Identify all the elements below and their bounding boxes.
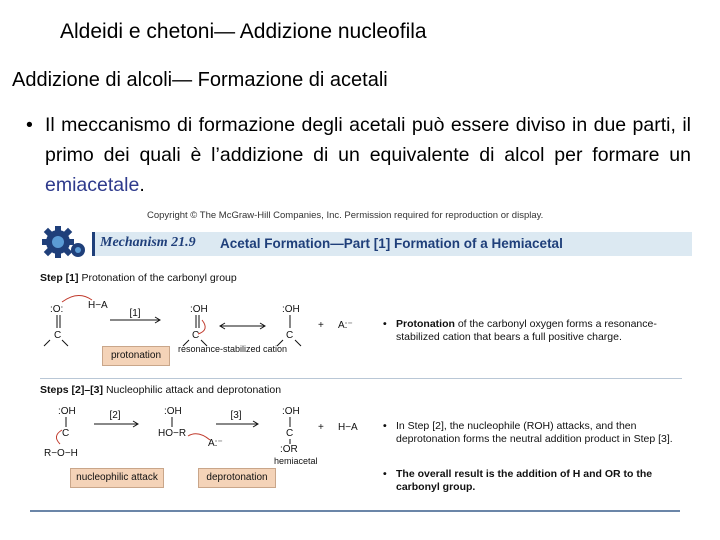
steps23-note2-text: The overall result is the addition of H and OR to the carbonyl group. — [396, 468, 653, 493]
bullet-end: . — [139, 174, 145, 196]
step1-oxonium-1: :OH — [190, 304, 208, 315]
steps23-label-bold: Steps [2]–[3] — [40, 384, 104, 396]
steps23-or-right: :OR — [280, 444, 298, 455]
mechanism-label: Mechanism 21.9 — [100, 235, 196, 250]
step1-tag-protonation: protonation — [102, 346, 170, 366]
step1-oxygen-left: :O: — [50, 304, 64, 315]
mechanism-title: Acetal Formation—Part [1] Formation of a Hemiacetal — [220, 236, 563, 251]
steps23-oh-left: :OH — [58, 406, 76, 417]
step1-mechanism-diagram — [40, 290, 370, 370]
steps23-plus: + — [318, 422, 324, 433]
step1-note-bold: Protonation — [396, 318, 455, 330]
steps23-note-2 — [383, 468, 683, 494]
step1-anion: A:⁻ — [338, 320, 353, 331]
steps23-hemiacetal-label: hemiacetal — [274, 456, 318, 466]
steps23-note1-bullet: • — [383, 420, 387, 432]
steps23-tag-deprotonation: deprotonation — [198, 468, 276, 488]
step-divider — [40, 378, 682, 379]
bullet-text-before: Il meccanismo di formazione degli acetali può essere diviso in due parti, il primo dei quali è l’addizione di un equivalente di alcol per formare un — [45, 114, 691, 166]
bullet-text — [26, 110, 691, 200]
steps23-oh-right: :OH — [282, 406, 300, 417]
steps23-label-text: Nucleophilic attack and deprotonation — [105, 384, 282, 396]
bullet-dot: • — [26, 114, 33, 136]
step1-reagent: H−A — [88, 300, 108, 311]
steps23-or-mid: HO−R — [158, 428, 187, 439]
step1-carbon-right: C — [286, 330, 294, 341]
steps23-note2-bullet: • — [383, 468, 387, 480]
step1-carbon-left: C — [54, 330, 62, 341]
steps23-note1-text: In Step [2], the nucleophile (ROH) attacks, and then deprotonation forms the neutral addition product in Step [3]. — [396, 420, 673, 445]
step1-carbon-mid: C — [192, 330, 200, 341]
step1-label — [40, 272, 237, 284]
bottom-rule — [30, 510, 680, 512]
step1-resonance-caption: resonance-stabilized cation — [178, 344, 288, 354]
steps23-tag-attack: nucleophilic attack — [70, 468, 164, 488]
step1-note — [383, 318, 673, 344]
steps23-carbon-left: C — [62, 428, 70, 439]
steps23-nucleophile: R−O−H — [44, 448, 78, 459]
mechanism-bar — [92, 232, 692, 256]
steps23-arrow3-label: [3] — [230, 410, 242, 421]
step1-oxonium-2: :OH — [282, 304, 300, 315]
steps23-note-1 — [383, 420, 683, 446]
step1-note-text — [383, 318, 673, 344]
step1-arrow-label: [1] — [129, 308, 141, 319]
bullet-paragraph — [26, 110, 691, 200]
steps23-carbon-right: C — [286, 428, 294, 439]
mechanism-separator — [92, 232, 95, 256]
steps23-product-ha: H−A — [338, 422, 358, 433]
steps23-label — [40, 384, 281, 396]
emiacetale-term: emiacetale — [45, 174, 140, 196]
slide-title: Aldeidi e chetoni— Addizione nucleofila — [60, 20, 427, 43]
steps23-arrow2-label: [2] — [109, 410, 121, 421]
step1-label-bold: Step [1] — [40, 272, 79, 284]
copyright-notice: Copyright © The McGraw-Hill Companies, Inc. Permission required for reproduction or display. — [147, 210, 544, 221]
step1-plus: + — [318, 320, 324, 331]
step1-label-text: Protonation of the carbonyl group — [81, 272, 237, 284]
slide-subtitle: Addizione di alcoli— Formazione di acetali — [12, 69, 388, 91]
steps23-anion: A:⁻ — [208, 438, 223, 449]
step1-note-bullet: • — [383, 318, 387, 330]
step1-note-rest: of the carbonyl oxygen forms a resonance-stabilized cation that bears a full positive charge. — [396, 318, 657, 343]
steps23-oh-mid: :OH — [164, 406, 182, 417]
gear-icon — [40, 224, 90, 260]
